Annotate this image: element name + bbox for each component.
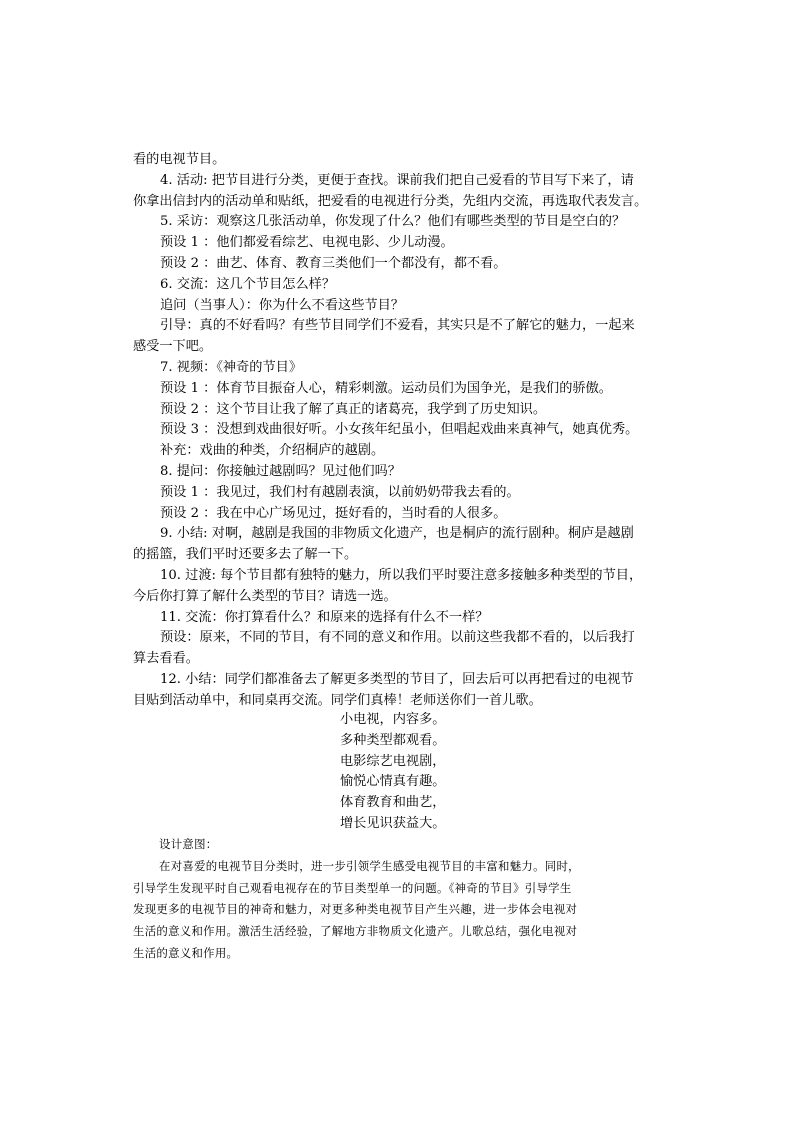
- design-line: 在对喜爱的电视节目分类时，进一步引领学生感受电视节目的丰富和魅力。同时，: [159, 858, 580, 873]
- step-8-question: 8. 提问：你接触过越剧吗？见过他们吗？: [160, 463, 401, 479]
- song-line: 愉悦心情真有趣。: [340, 774, 446, 790]
- preset-line: 预设 1 ：体育节目振奋人心，精彩刺激。运动员们为国争光，是我们的骄傲。: [160, 380, 612, 396]
- design-line: 发现更多的电视节目的神奇和魅力，对更多种类电视节目产生兴趣，进一步体会电视对: [133, 902, 578, 917]
- text-line: 今后你打算了解什么类型的节目？请选一选。: [133, 588, 397, 604]
- text-line: 你拿出信封内的活动单和贴纸，把爱看的电视进行分类，先组内交流，再选取代表发言。: [133, 193, 648, 209]
- step-4-activity: 4. 活动: 把节目进行分类，更便于查找。课前我们把自己爱看的节目写下来了，请: [160, 172, 634, 188]
- design-intent-heading: 设计意图：: [159, 837, 218, 851]
- step-6-exchange: 6. 交流：这几个节目怎么样？: [160, 276, 336, 292]
- text-line: 感受一下吧。: [133, 339, 213, 355]
- text-line: 算去看看。: [133, 651, 199, 667]
- design-line: 生活的意义和作用。: [133, 945, 239, 960]
- preset-line: 预设 2 ：这个节目让我了解了真正的诸葛亮，我学到了历史知识。: [160, 401, 547, 417]
- preset-line: 预设 2 ：曲艺、体育、教育三类他们一个都没有，都不看。: [160, 255, 507, 271]
- step-11-exchange: 11. 交流：你打算看什么？和原来的选择有什么不一样？: [160, 609, 489, 625]
- text-line: 的摇篮，我们平时还要多去了解一下。: [133, 547, 358, 563]
- design-intent: [133, 834, 667, 965]
- song-line: 体育教育和曲艺，: [340, 795, 446, 811]
- song-line: 小电视，内容多。: [340, 712, 446, 727]
- guidance-line: 引导：真的不好看吗？有些节目同学们不爱看，其实只是不了解它的魅力，一起来: [160, 318, 635, 334]
- childrens-song: [340, 710, 446, 835]
- design-line: 生活的意义和作用。激活生活经验，了解地方非物质文化遗产。儿歌总结，强化电视对: [133, 924, 578, 939]
- step-5-interview: 5. 采访：观察这几张活动单，你发现了什么？他们有哪些类型的节目是空白的？: [160, 214, 626, 230]
- step-12-summary: 12. 小结：同学们都准备去了解更多类型的节目了，回去后可以再把看过的电视节: [160, 671, 634, 687]
- follow-up-question: 追问（当事人）：你为什么不看这些节目？: [160, 297, 404, 313]
- preset-line: 预设 1 ：我见过，我们村有越剧表演，以前奶奶带我去看的。: [160, 484, 520, 500]
- song-line: 增长见识获益大。: [340, 815, 446, 831]
- step-10-transition: 10. 过渡: 每个节目都有独特的魅力，所以我们平时要注意多接触多种类型的节目，: [160, 567, 643, 583]
- lesson-body: [133, 150, 667, 712]
- preset-line: 预设 3 ：没想到戏曲很好听。小女孩年纪虽小，但唱起戏曲来真神气，她真优秀。: [160, 422, 639, 438]
- preset-line: 预设 2 ：我在中心广场见过，挺好看的，当时看的人很多。: [160, 505, 507, 521]
- design-line: 引导学生发现平时自己观看电视存在的节目类型单一的问题。《神奇的节目》引导学生: [133, 880, 572, 895]
- song-line: 电影综艺电视剧，: [340, 753, 446, 769]
- text-line: 看的电视节目。: [133, 152, 226, 167]
- song-line: 多种类型都观看。: [340, 732, 446, 748]
- preset-line: 预设 1 ：他们都爱看综艺、电视电影、少儿动漫。: [160, 235, 454, 251]
- text-line: 目贴到活动单中，和同桌再交流。同学们真棒！老师送你们一首儿歌。: [133, 692, 542, 708]
- preset-line: 预设：原来，不同的节目，有不同的意义和作用。以前这些我都不看的，以后我打: [160, 630, 635, 646]
- step-7-video: 7. 视频：《神奇的节目》: [160, 359, 303, 375]
- supplement-line: 补充：戏曲的种类，介绍桐庐的越剧。: [160, 443, 385, 459]
- step-9-summary: 9. 小结: 对啊，越剧是我国的非物质文化遗产，也是桐庐的流行剧种。桐庐是越剧: [160, 526, 634, 542]
